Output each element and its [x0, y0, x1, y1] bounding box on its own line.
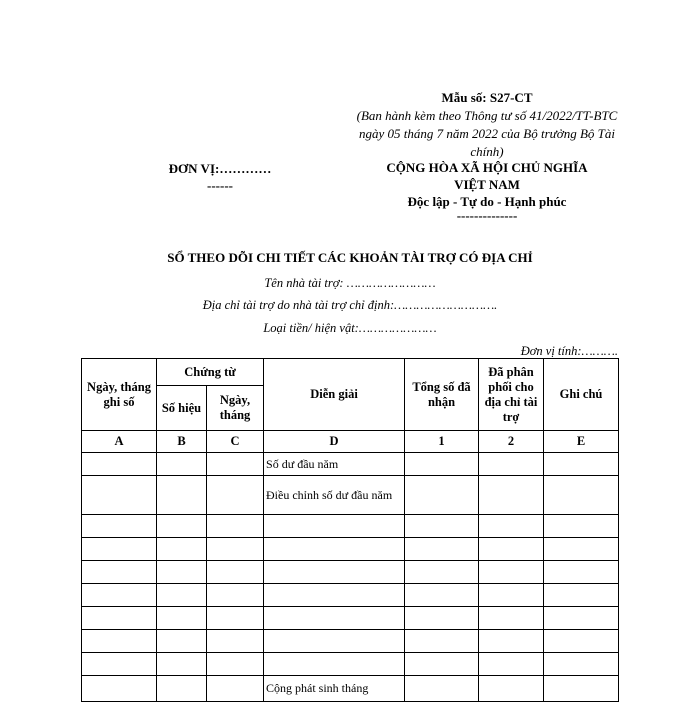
table-row [82, 561, 619, 584]
column-letter: C [207, 431, 264, 453]
row-description [264, 561, 405, 584]
table-row [82, 630, 619, 653]
form-legal-basis: (Ban hành kèm theo Thông tư số 41/2022/TT-BTC ngày 05 tháng 7 năm 2022 của Bộ trưởng Bộ Tài chính) [356, 108, 618, 159]
unit-underline: ------ [207, 178, 233, 193]
header-note: Ghi chú [544, 359, 619, 431]
header-total-received: Tổng số đã nhận [405, 359, 479, 431]
donor-address-field: Địa chỉ tài trợ do nhà tài trợ chỉ định:………………………. [202, 298, 498, 312]
nation-name-line1: CỘNG HÒA XÃ HỘI CHỦ NGHĨA [386, 160, 588, 175]
row-description [264, 538, 405, 561]
row-description: Điều chỉnh số dư đầu năm [264, 476, 405, 515]
currency-unit: Đơn vị tính:………. [520, 344, 618, 358]
row-description [264, 584, 405, 607]
header-voucher-number: Số hiệu [157, 386, 207, 431]
unit-label: ĐƠN VỊ:………… [168, 161, 272, 176]
table-row [82, 676, 619, 702]
motto-underline: -------------- [456, 208, 518, 223]
header-voucher-date: Ngày, tháng [207, 386, 264, 431]
header-description: Diễn giải [264, 359, 405, 431]
currency-type-field: Loại tiền/ hiện vật:………………… [263, 321, 437, 335]
unit-block [150, 160, 290, 194]
table-row [82, 538, 619, 561]
row-description: Cộng phát sinh tháng [264, 676, 405, 702]
column-letter: A [82, 431, 157, 453]
column-letter: 2 [479, 431, 544, 453]
row-description [264, 607, 405, 630]
motto: Độc lập - Tự do - Hạnh phúc [407, 194, 567, 209]
ledger-table [81, 358, 619, 702]
national-motto-block [372, 159, 602, 222]
table-row [82, 453, 619, 476]
row-description [264, 653, 405, 676]
row-description: Số dư đầu năm [264, 453, 405, 476]
table-row [82, 515, 619, 538]
table-row [82, 653, 619, 676]
donor-name-field: Tên nhà tài trợ: …………………… [264, 276, 436, 290]
row-description [264, 630, 405, 653]
document-title: SỔ THEO DÕI CHI TIẾT CÁC KHOẢN TÀI TRỢ CÓ ĐỊA CHỈ [167, 250, 533, 265]
table-row [82, 476, 619, 515]
table-row [82, 584, 619, 607]
column-letter: D [264, 431, 405, 453]
column-letter: E [544, 431, 619, 453]
column-letter-row [82, 431, 619, 453]
column-letter: 1 [405, 431, 479, 453]
form-code: Mẫu số: S27-CT [441, 90, 533, 105]
column-letter: B [157, 431, 207, 453]
header-voucher: Chứng từ [157, 359, 264, 386]
header-allocated: Đã phân phối cho địa chỉ tài trợ [479, 359, 544, 431]
table-row [82, 607, 619, 630]
form-header [352, 89, 622, 161]
header-date: Ngày, tháng ghi số [82, 359, 157, 431]
nation-name-line2: VIỆT NAM [454, 177, 520, 192]
row-description [264, 515, 405, 538]
